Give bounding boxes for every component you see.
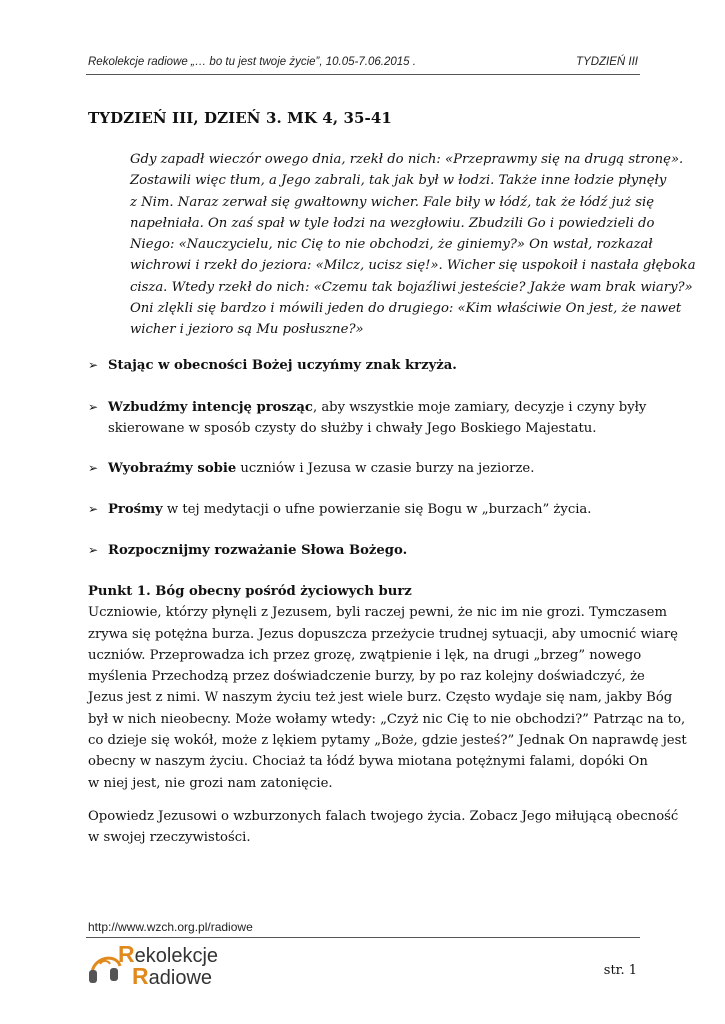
quote-line: Gdy zapadł wieczór owego dnia, rzekł do nich: «Przeprawmy się na drugą stronę». xyxy=(130,152,684,167)
paragraph-line: co dzieje się wokół, może z lękiem pytamy „Boże, gdzie jesteś?” Jednak On naprawdę jest xyxy=(88,733,687,749)
list-item-bold: Rozpocznijmy rozważanie Słowa Bożego. xyxy=(108,543,408,558)
paragraph-line: uczniów. Przeprowadza ich przez grozę, zwątpienie i lęk, na drugi „brzeg” nowego xyxy=(88,647,642,663)
quote-line: Niego: «Nauczycielu, nic Cię to nie obchodzi, że giniemy?» On wstał, rozkazał xyxy=(130,237,653,253)
footer-link[interactable]: http://www.wzch.org.pl/radiowe xyxy=(88,920,253,934)
page-number: str. 1 xyxy=(603,963,637,978)
meditation-point xyxy=(88,581,687,794)
paragraph-line: w swojej rzeczywistości. xyxy=(88,830,251,846)
paragraph-line: w niej jest, nie grozi nam zatonięcie. xyxy=(88,775,333,791)
quote-line: z Nim. Naraz zerwał się gwałtowny wicher. Fale biły w łódź, tak że łódź już się xyxy=(130,194,655,210)
quote-line: Zostawili więc tłum, a Jego zabrali, tak jak był w łodzi. Także inne łodzie płynęły xyxy=(130,173,667,189)
quote-line: cisza. Wtedy rzekł do nich: «Czemu tak bojaźliwi jesteście? Jakże wam brak wiary?» xyxy=(130,279,693,295)
paragraph-line: Opowiedz Jezusowi o wzburzonych falach twojego życia. Zobacz Jego miłującą obecność xyxy=(88,809,679,824)
quote-line: wichrowi i rzekł do jeziora: «Milcz, ucisz się!». Wicher się uspokoił i nastała głęboka xyxy=(130,258,696,274)
arrow-bullet-icon: ➢ xyxy=(88,400,99,414)
header-title: Rekolekcje radiowe „… bo tu jest twoje życie”, 10.05-7.06.2015 . xyxy=(88,56,416,68)
paragraph-line: zrywa się potężna burza. Jezus dopuszcza przeżycie trudnej sytuacji, aby umocnić wiarę xyxy=(88,626,678,642)
footer-divider xyxy=(86,937,640,938)
arrow-bullet-icon: ➢ xyxy=(88,358,99,372)
paragraph-line: Uczniowie, którzy płynęli z Jezusem, byli raczej pewni, że nic im nie grozi. Tymczasem xyxy=(88,605,667,621)
section-heading: Punkt 1. Bóg obecny pośród życiowych burz xyxy=(88,584,412,599)
list-item-text: uczniów i Jezusa w czasie burzy na jeziorze. xyxy=(236,461,535,476)
paragraph-line: był w nich nieobecny. Może wołamy wtedy: „Czyż nic Cię to nie obchodzi?” Patrząc na to, xyxy=(88,711,686,727)
list-item-bold: Wzbudźmy intencję prosząc xyxy=(108,400,313,415)
list-item-bold: Wyobraźmy sobie xyxy=(108,461,237,476)
paragraph-line: obecny w naszym życiu. Chociaż ta łódź bywa miotana potężnymi falami, dopóki On xyxy=(88,754,648,770)
logo-line-2: Radiowe xyxy=(132,963,213,989)
quote-line: Oni zlękli się bardzo i mówili jeden do drugiego: «Kim właściwie On jest, że nawet xyxy=(130,301,682,317)
quote-line: napełniała. On zaś spał w tyle łodzi na wezgłowiu. Zbudzili Go i powiedzieli do xyxy=(130,215,655,231)
list-item-text: , aby wszystkie moje zamiary, decyzje i czyny były xyxy=(312,400,647,415)
quote-line: wicher i jezioro są Mu posłuszne?» xyxy=(130,322,364,338)
list-item-text: skierowane w sposób czysty do służby i chwały Jego Boskiego Majestatu. xyxy=(108,421,597,437)
closing-paragraph xyxy=(88,806,679,849)
header-week: TYDZIEŃ III xyxy=(576,56,638,68)
arrow-bullet-icon: ➢ xyxy=(88,461,99,475)
paragraph-line: myślenia Przechodzą przez doświadczenie burzy, by po raz kolejny doświadczyć, że xyxy=(88,669,645,685)
arrow-bullet-icon: ➢ xyxy=(88,543,99,557)
list-item-text: w tej medytacji o ufne powierzanie się Bogu w „burzach” życia. xyxy=(162,502,592,517)
header-divider xyxy=(86,74,640,75)
list-item-bold: Prośmy xyxy=(108,502,163,517)
arrow-bullet-icon: ➢ xyxy=(88,502,99,516)
logo-wordmark xyxy=(118,941,219,989)
list-item-bold: Stając w obecności Bożej uczyńmy znak krzyża. xyxy=(108,358,457,373)
page-title: TYDZIEŃ III, DZIEŃ 3. MK 4, 35-41 xyxy=(88,109,392,127)
paragraph-line: Jezus jest z nimi. W naszym życiu też jest wiele burz. Często wydaje się nam, jakby Bóg xyxy=(88,690,673,706)
logo-line-1: Rekolekcje xyxy=(118,941,219,967)
scripture-quote xyxy=(130,149,696,341)
